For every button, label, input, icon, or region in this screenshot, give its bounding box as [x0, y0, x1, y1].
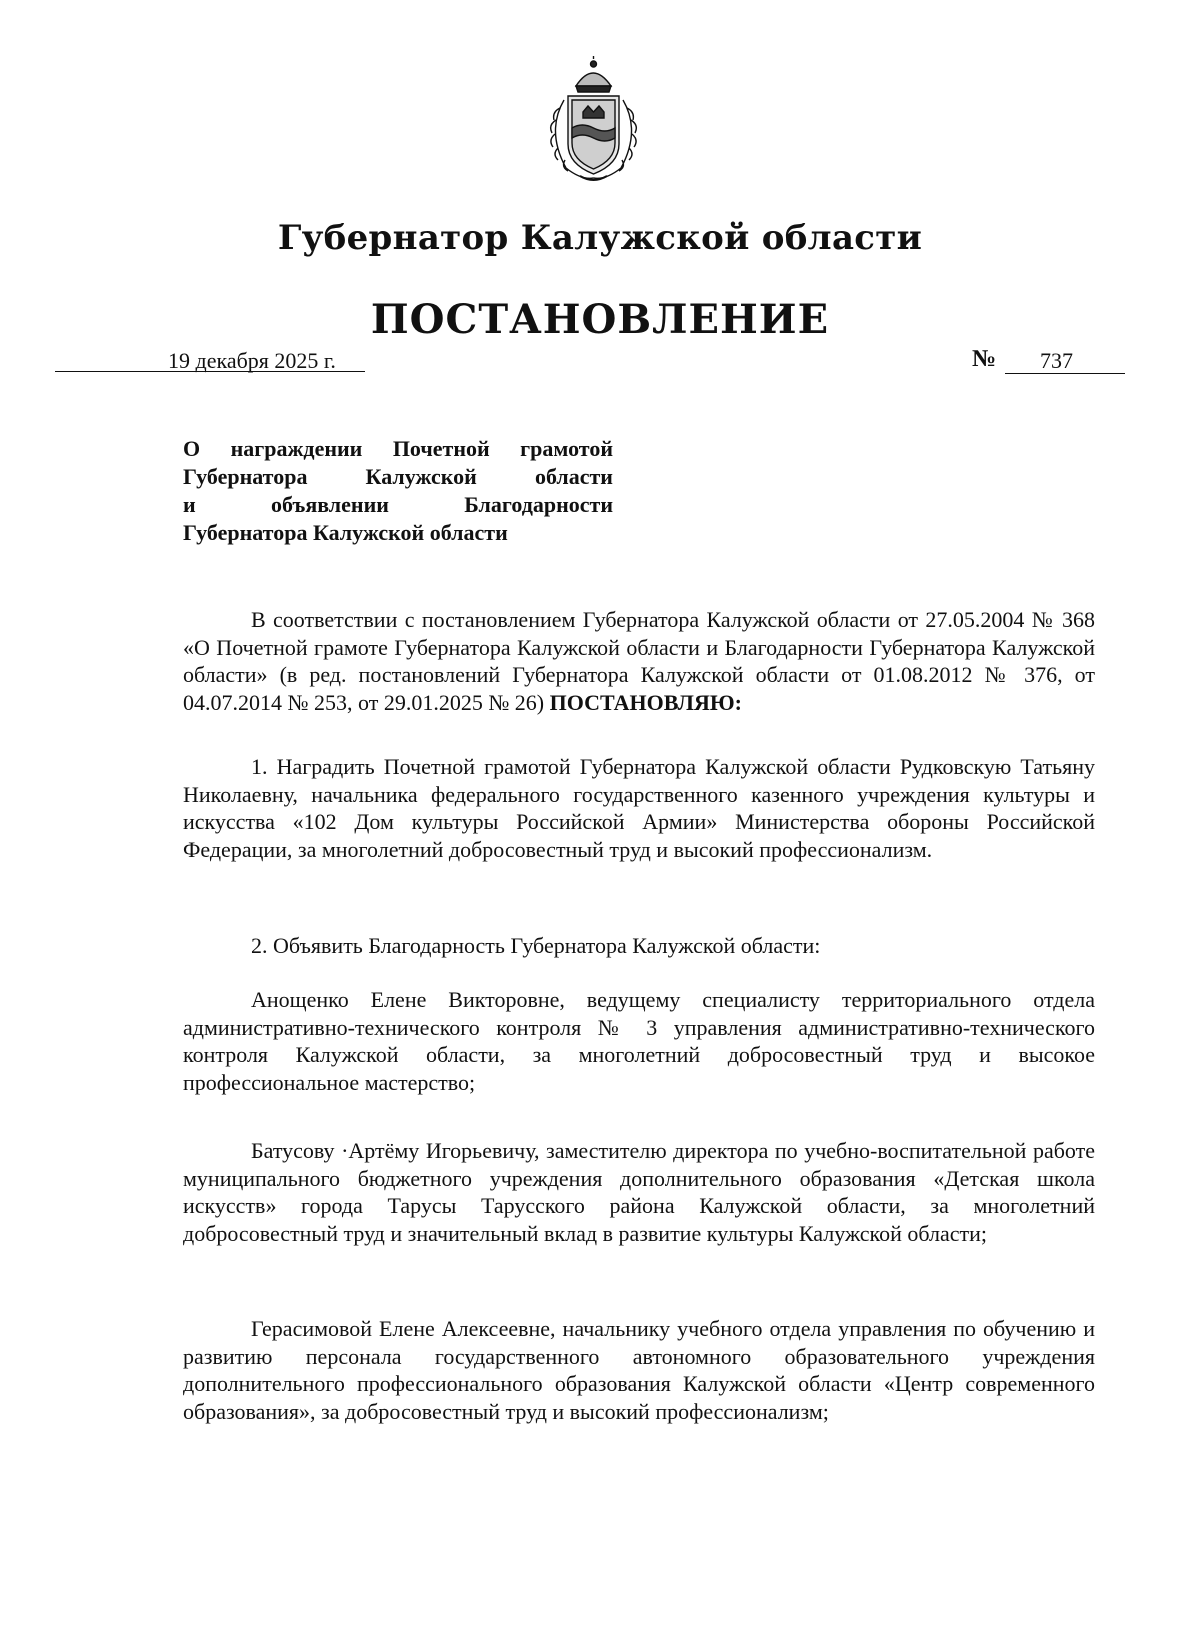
item-1-paragraph: 1. Наградить Почетной грамотой Губернатора Калужской области Рудковскую Татьяну Николаевну, начальника федерального государственного казенного учреждения культуры и искусства «102 Дом культуры Российской Армии» Министерства обороны Российской Федерации, за многолетний добросовестный труд и высокий профессионализм.	[183, 754, 1095, 862]
document-type-heading: ПОСТАНОВЛЕНИЕ	[370, 296, 830, 343]
subject-line: Губернатора Калужской области	[183, 520, 508, 545]
subject-line: Губернатора Калужской области	[183, 464, 613, 489]
issuer-title: Губернатор Калужской области	[277, 218, 923, 258]
resolve-word: ПОСТАНОВЛЯЮ:	[549, 689, 742, 715]
number-label: №	[972, 346, 997, 372]
item-2-heading: 2. Объявить Благодарность Губернатора Калужской области:	[251, 933, 821, 958]
coat-of-arms-emblem	[536, 56, 651, 186]
document-subject	[183, 435, 613, 547]
document-number: 737	[1040, 348, 1073, 373]
subject-line: О награждении Почетной грамотой	[183, 436, 613, 461]
subject-line: и объявлении Благодарности	[183, 492, 613, 517]
awardee-paragraph: Герасимовой Елене Алексеевне, начальнику учебного отдела управления по обучению и развитию персонала государственного автономного образовательного учреждения дополнительного профессионального образования Калужской области «Центр современного образования», за добросовестный труд и высокий профессионализм;	[183, 1316, 1095, 1424]
preamble-text: В соответствии с постановлением Губернатора Калужской области от 27.05.2004 № 368 «О Почетной грамоте Губернатора Калужской области и Благодарности Губернатора Калужской области» (в ред. постановлений Губернатора Калужской области от 01.08.2012 № 376, от 04.07.2014 № 253, от 29.01.2025 № 26)	[183, 607, 1095, 715]
document-date: 19 декабря 2025 г.	[168, 348, 336, 373]
awardee-paragraph: Анощенко Елене Викторовне, ведущему специалисту территориального отдела административно-технического контроля № 3 управления административно-технического контроля Калужской области, за многолетний добросовестный труд и высокое профессиональное мастерство;	[183, 987, 1095, 1095]
awardee-paragraph: Батусову ·Артёму Игорьевичу, заместителю директора по учебно-воспитательной работе муниципального бюджетного учреждения дополнительного образования «Детская школа искусств» города Тарусы Тарусского района Калужской области, за многолетний добросовестный труд и значительный вклад в развитие культуры Калужской области;	[183, 1138, 1095, 1246]
preamble-paragraph	[183, 606, 1095, 716]
